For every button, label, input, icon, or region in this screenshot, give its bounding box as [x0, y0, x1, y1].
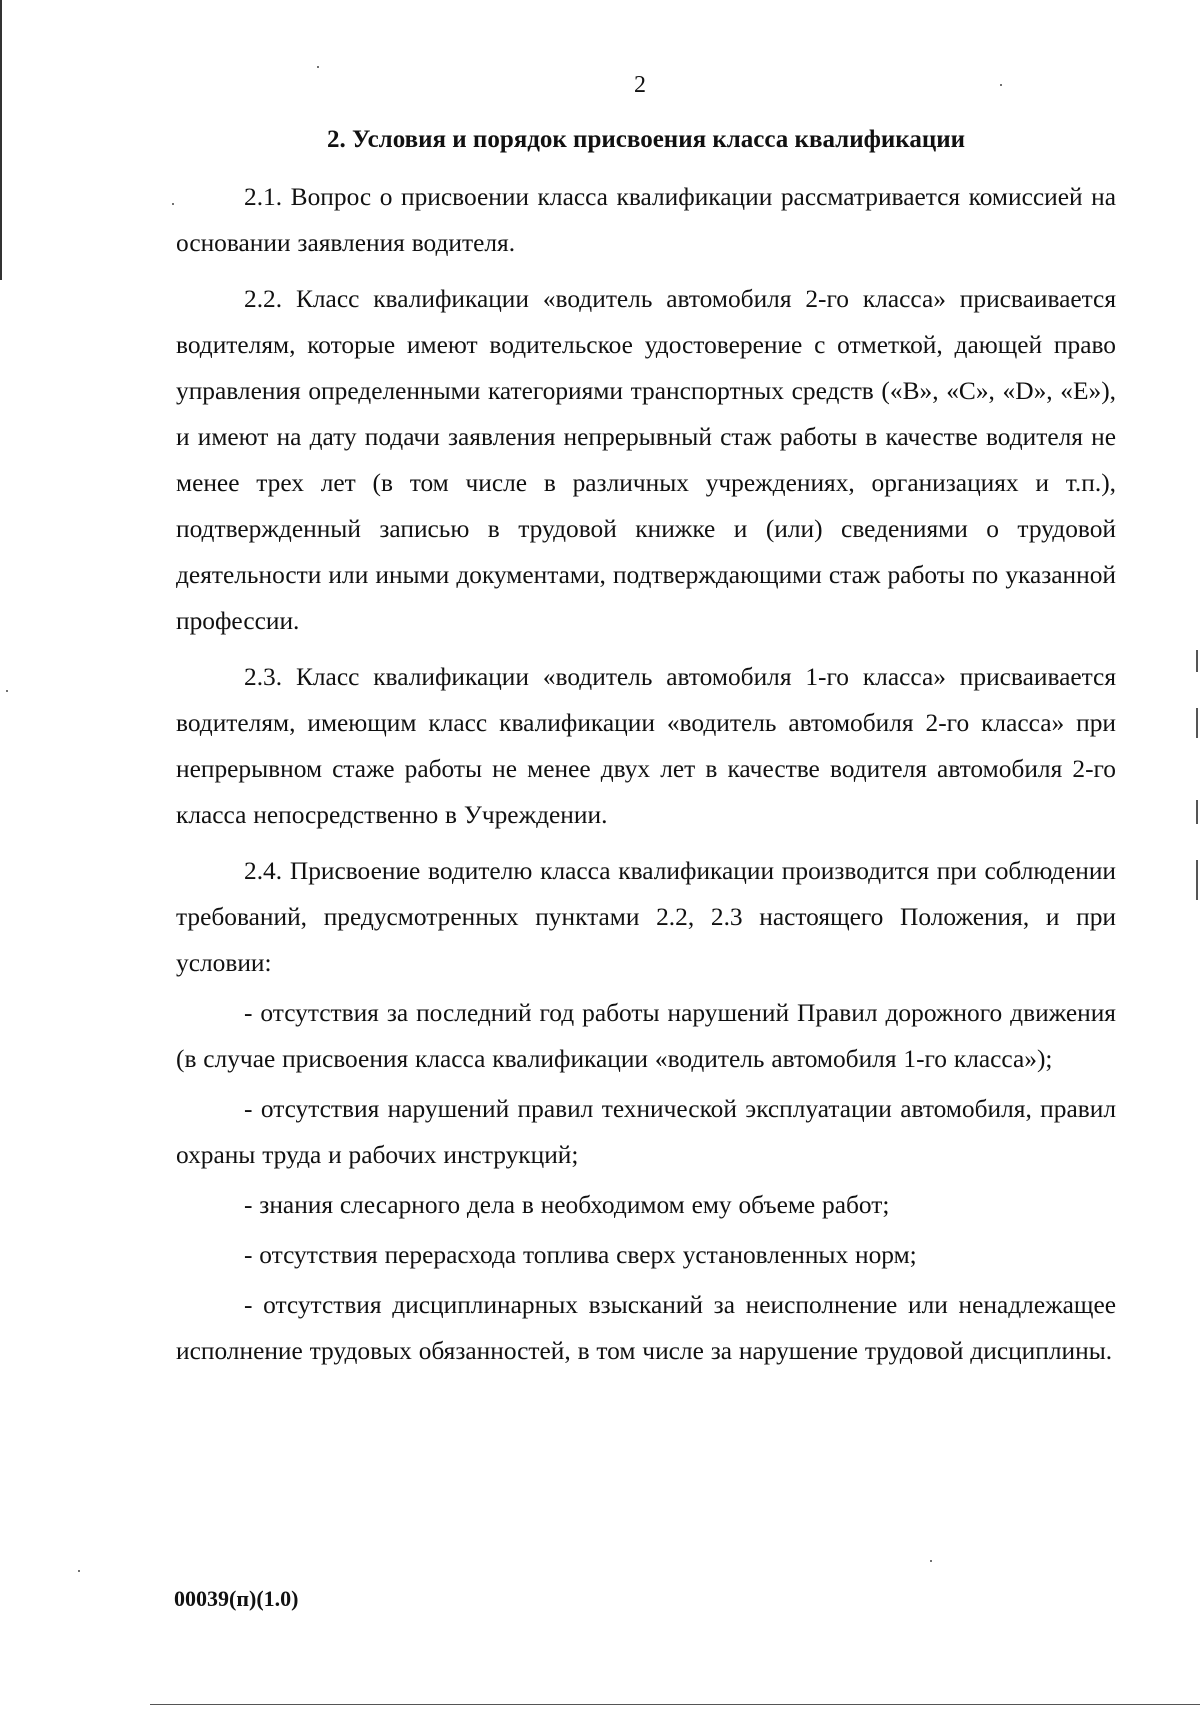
condition-item: - знания слесарного дела в необходимом ему объеме работ; — [244, 1191, 890, 1219]
document-body — [176, 174, 1116, 1374]
condition-item: - отсутствия дисциплинарных взысканий за неисполнение или ненадлежащее исполнение трудовых обязанностей, в том числе за нарушение трудовой дисциплины. — [176, 1291, 1116, 1365]
condition-item: - отсутствия за последний год работы нарушений Правил дорожного движения (в случае присвоения класса квалификации «водитель автомобиля 1-го класса»); — [176, 999, 1116, 1073]
scan-speck — [6, 690, 8, 692]
paragraph-2-4: 2.4. Присвоение водителю класса квалификации производится при соблюдении требований, предусмотренных пунктами 2.2, 2.3 настоящего Положения, и при условии: — [176, 857, 1116, 977]
scan-speck — [78, 1570, 80, 1572]
scan-speck — [172, 203, 174, 205]
margin-scan-marks — [1196, 650, 1199, 930]
paragraph-2-1: 2.1. Вопрос о присвоении класса квалификации рассматривается комиссией на основании заявления водителя. — [176, 183, 1116, 257]
scan-speck — [930, 1560, 932, 1562]
scan-edge-left — [0, 0, 2, 280]
condition-item: - отсутствия перерасхода топлива сверх установленных норм; — [244, 1241, 917, 1269]
condition-item: - отсутствия нарушений правил технической эксплуатации автомобиля, правил охраны труда и рабочих инструкций; — [176, 1095, 1116, 1169]
section-heading: 2. Условия и порядок присвоения класса квалификации — [326, 126, 966, 153]
document-code: 00039(п)(1.0) — [174, 1586, 299, 1611]
scan-edge-bottom — [150, 1704, 1200, 1705]
paragraph-2-3: 2.3. Класс квалификации «водитель автомобиля 1-го класса» присваивается водителям, имеющим класс квалификации «водитель автомобиля 2-го класса» при непрерывном стаже работы не менее двух лет в качестве водителя автомобиля 2-го класса непосредственно в Учреждении. — [176, 663, 1116, 829]
scan-speck — [317, 66, 319, 68]
page-number: 2 — [634, 72, 646, 98]
paragraph-2-2: 2.2. Класс квалификации «водитель автомобиля 2-го класса» присваивается водителям, которые имеют водительское удостоверение с отметкой, дающей право управления определенными категориями транспортных средств («В», «С», «D», «Е»), и имеют на дату подачи заявления непрерывный стаж работы в качестве водителя не менее трех лет (в том числе в различных учреждениях, организациях и т.п.), подтвержденный записью в трудовой книжке и (или) сведениями о трудовой деятельности или иными документами, подтверждающими стаж работы по указанной профессии. — [176, 285, 1116, 635]
